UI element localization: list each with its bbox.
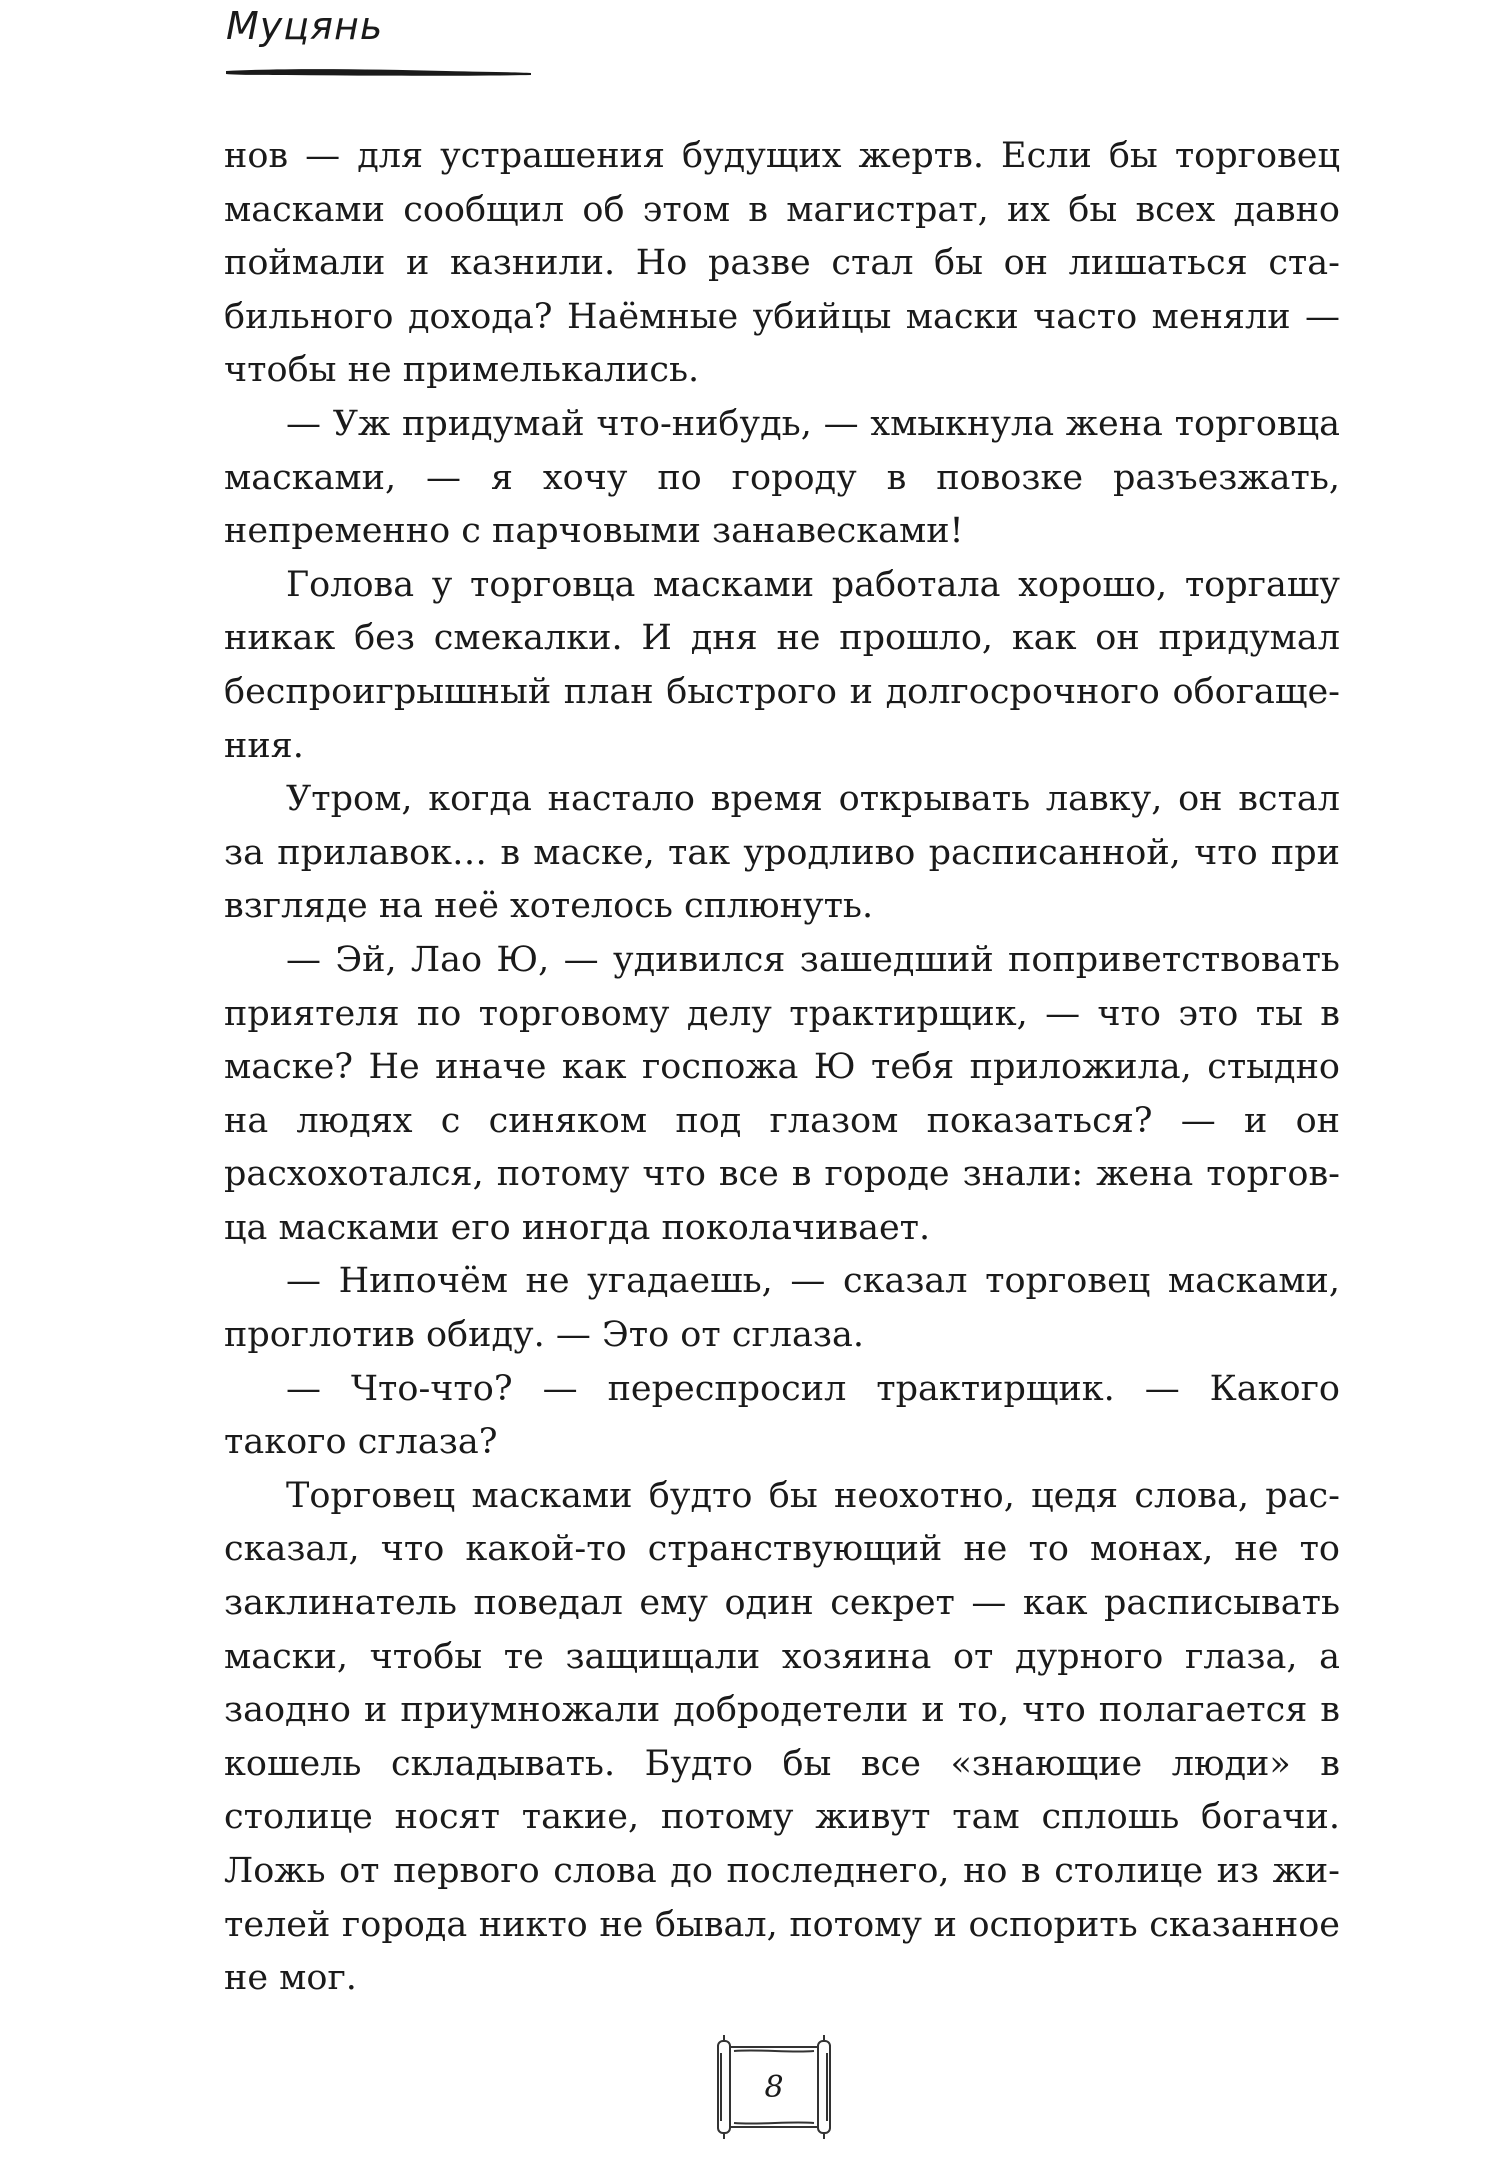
paragraph: — Эй, Лао Ю, — удивился зашедший поприветствовать приятеля по торговому делу трактирщик, — что это ты в маске? Не иначе как госпожа Ю тебя приложила, стыдно на людях с синяком под глазом показаться? — и он расхохотался, потому что все в городе знали: жена торговца масками его иногда поколачивает. (224, 939, 1340, 1248)
body-text (224, 130, 1340, 2006)
paragraph: — Уж придумай что-нибудь, — хмыкнула жена торговца масками, — я хочу по городу в повозке разъезжать, непременно с парчовыми занавесками! (224, 403, 1340, 552)
paragraph: Утром, когда настало время открывать лавку, он встал за прилавок… в маске, так уродливо расписанной, что при взгляде на неё хотелось сплюнуть. (224, 779, 1340, 927)
paragraph: — Что-что? — переспросил трактирщик. — Какого такого сглаза? (224, 1368, 1340, 1463)
page-number-scroll (710, 2033, 838, 2141)
page-number: 8 (764, 2069, 784, 2105)
paragraph: Голова у торговца масками работала хорошо, торгашу никак без смекалки. И дня не прошло, как он придумал беспроигрышный план быстрого и долгосрочного обогащения. (224, 564, 1340, 766)
running-head: Муцянь (226, 4, 384, 48)
paragraph: нов — для устрашения будущих жертв. Если бы торговец масками сообщил об этом в магистрат, их бы всех давно поймали и казнили. Но разве стал бы он лишаться стабильного дохода? Наёмные убийцы маски часто меняли — чтобы не примелькались. (224, 136, 1340, 391)
paragraph: — Нипочём не угадаешь, — сказал торговец масками, проглотив обиду. — Это от сглаза. (224, 1261, 1340, 1356)
header-brush-rule (226, 66, 531, 78)
paragraph: Торговец масками будто бы неохотно, цедя слова, рассказал, что какой-то странствующий не то монах, не то заклинатель поведал ему один секрет — как расписывать маски, чтобы те защищали хозяина от дурного глаза, а заодно и приумножали добродетели и то, что полагается в кошель складывать. Будто бы все «знающие люди» в столице носят такие, потому живут там сплошь богачи. Ложь от первого слова до последнего, но в столице из жителей города никто не бывал, потому и оспорить сказанное не мог. (224, 1475, 1340, 1999)
